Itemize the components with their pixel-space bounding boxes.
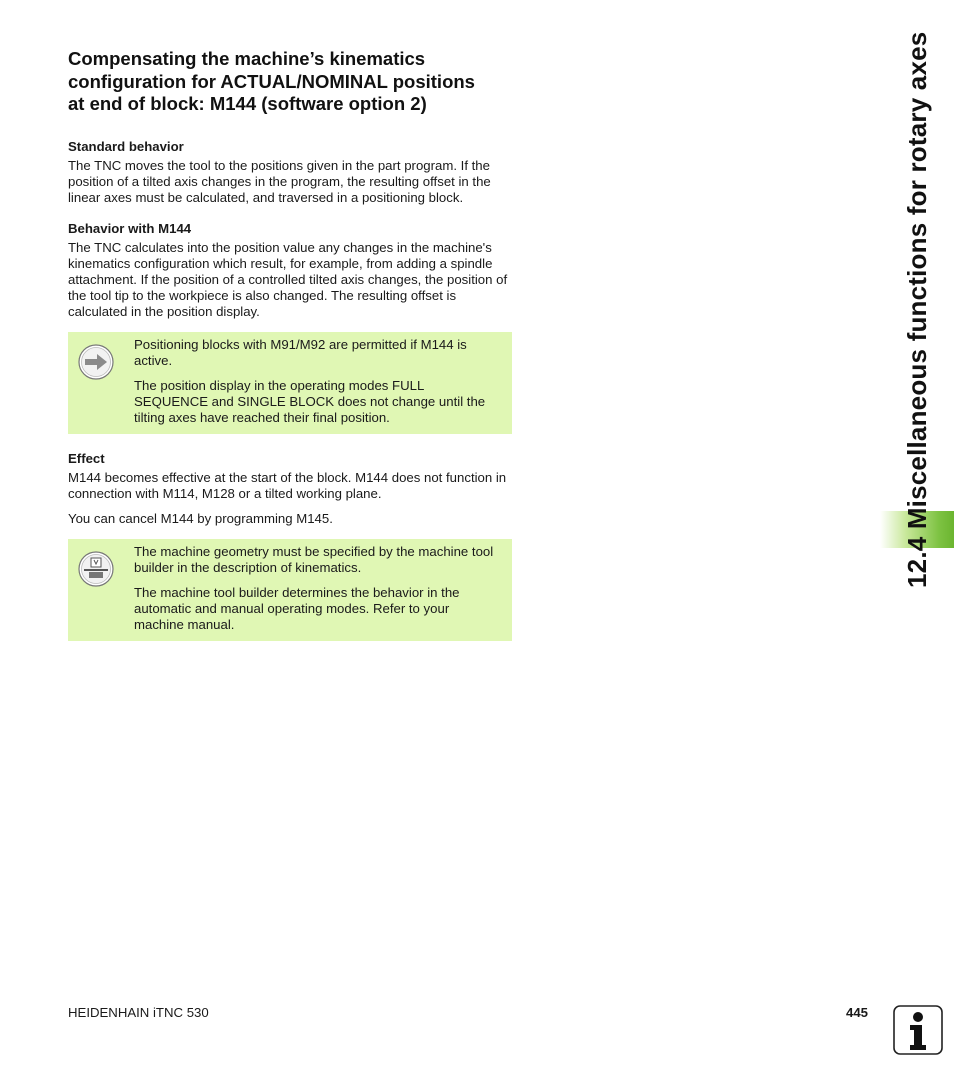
chapter-title: 12.4 Miscellaneous functions for rotary axes: [902, 31, 932, 588]
heading-line-3: at end of block: M144 (software option 2): [68, 93, 427, 114]
footer-product: HEIDENHAIN iTNC 530: [68, 1005, 209, 1020]
note-box-positioning: [68, 332, 512, 434]
note-1-paragraph-2: The position display in the operating modes FULL SEQUENCE and SINGLE BLOCK does not change until the tilting axes have reached their final position.: [134, 377, 486, 425]
effect-text-1: M144 becomes effective at the start of the block. M144 does not function in connection with M114, M128 or a tilted working plane.: [68, 469, 507, 501]
effect-heading: Effect: [68, 450, 105, 466]
heading-line-1: Compensating the machine’s kinematics: [68, 48, 426, 69]
page-heading: [68, 48, 512, 116]
main-content: [68, 48, 512, 657]
effect-text-2: You can cancel M144 by programming M145.: [68, 510, 333, 526]
note-1-paragraph-1: Positioning blocks with M91/M92 are permitted if M144 is active.: [134, 336, 467, 368]
m144-behavior-heading: Behavior with M144: [68, 220, 192, 236]
note-box-machine: [68, 539, 512, 641]
heading-line-2: configuration for ACTUAL/NOMINAL positions: [68, 70, 475, 92]
arrow-right-icon: [78, 344, 114, 380]
page-number: 445: [846, 1005, 869, 1020]
info-icon: [893, 1005, 943, 1055]
note-2-paragraph-1: The machine geometry must be specified by the machine tool builder in the description of kinematics.: [134, 543, 494, 575]
m144-behavior-text: The TNC calculates into the position value any changes in the machine's kinematics configuration which result, for example, from adding a spindle attachment. If the position of a controlled tilted axis changes, the position of the tool tip to the workpiece is also changed. The resulting offset is calculated in the position display.: [68, 239, 508, 319]
standard-behavior-text: The TNC moves the tool to the positions given in the part program. If the position of a tilted axis changes in the program, the resulting offset in the linear axes must be calculated, and traversed in a positioning block.: [68, 157, 491, 205]
note-2-paragraph-2: The machine tool builder determines the behavior in the automatic and manual operating modes. Refer to your machine manual.: [134, 584, 460, 632]
machine-tool-icon: [78, 551, 114, 587]
standard-behavior-heading: Standard behavior: [68, 138, 184, 154]
